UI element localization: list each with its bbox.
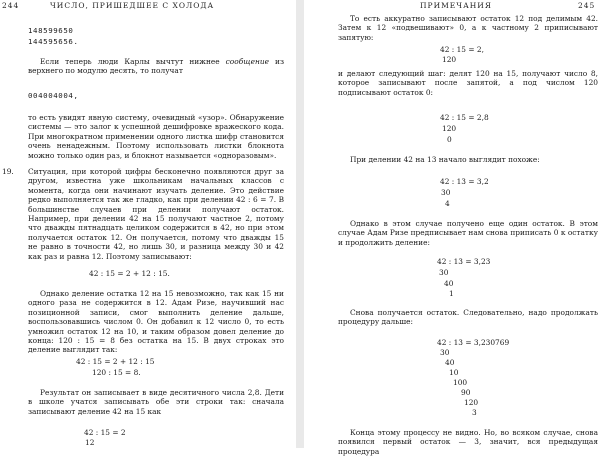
division-line: 42 : 13 = 3,230769 [437, 338, 510, 347]
division-line: 120 [464, 398, 479, 407]
right-page [308, 0, 600, 456]
equation: 42 : 15 = 2 [84, 428, 126, 437]
division-line: 40 [445, 358, 455, 367]
paragraph: Конца этому процессу не видно. Но, во всяком случае, снова появился первый остаток — 3, значит, вся предыдущая процедура [338, 428, 598, 456]
division-line: 4 [445, 199, 450, 208]
division-line: 42 : 15 = 2, [440, 45, 484, 54]
note-number: 19. [2, 167, 14, 176]
division-line: 40 [444, 279, 454, 288]
paragraph: и делают следующий шаг: делят 120 на 15, получают число 8, которое записывают после запятой, а под числом 120 подписывают остаток 0: [338, 69, 598, 97]
paragraph: то есть увидят явную систему, очевидный «узор». Обнаружение системы — это залог к успешной дешифровке вражеского кода. При многократном применении одного листка шифр становится очень ненадежным. Поэтому использовать листки блокнота можно только один раз, и блокнот называется «одноразовым». [28, 113, 284, 160]
paragraph: Если теперь люди Карлы вычтут нижнее сообщение из верхнего по модулю десять, то получат [28, 57, 284, 76]
division-line: 10 [449, 368, 459, 377]
paragraph: Однако деление остатка 12 на 15 невозможно, так как 15 ни одного раза не содержится в 12. Адам Ризе, научивший нас позиционной записи, смог выполнить деление дальше, воспользовавшись числом 0. Он добавил к 12 число 0, то есть умножил остаток 12 на 10, и таким образом довел деление до конца: 120 : 15 = 8 без остатка на 15. В двух строках это деление выглядит так: [28, 289, 284, 355]
right-page-number: 245 [578, 1, 596, 10]
division-line: 0 [447, 135, 452, 144]
division-line: 30 [441, 188, 451, 197]
equation: 42 : 15 = 2 + 12 : 15 [76, 357, 155, 366]
code-result: 004004004, [28, 91, 79, 100]
division-line: 30 [439, 268, 449, 277]
division-line: 3 [472, 408, 477, 417]
paragraph: То есть аккуратно записывают остаток 12 под делимым 42. Затем к 12 «подвешивают» 0, а к частному 2 приписывают запятую: [338, 14, 598, 42]
division-line: 42 : 15 = 2,8 [440, 113, 489, 122]
book-gutter [296, 0, 304, 448]
division-line: 100 [453, 378, 468, 387]
note-text: Ситуация, при которой цифры бесконечно появляются друг за другом, известна уже школьникам начальных классов с момента, когда они начинают изучать деление. Это действие редко выполняется так же гладко, как при делении 42 : 6 = 7. В большинстве случаев при делении получают остаток. Например, при делении 42 на 15 получают частное 2, потому что дважды пятнадцать целиком содержится в 42, но при этом получается остаток 12. Он получается, потому что дважды 15 не равно в точности 42, но лишь 30, и разница между 30 и 42 как раз и равна 12. Поэтому записывают: [28, 167, 284, 261]
division-line: 120 [442, 55, 457, 64]
division-line: 42 : 13 = 3,2 [440, 177, 489, 186]
left-page-number: 244 [2, 1, 20, 10]
division-line: 30 [440, 348, 450, 357]
right-running-head: ПРИМЕЧАНИЯ [420, 1, 492, 10]
paragraph: Результат он записывает в виде десятичного числа 2,8. Дети в школе учатся записывать обе эти строки так: сначала записывают деление 42 на 15 как [28, 388, 284, 416]
paragraph: При делении 42 на 13 начало выглядит похоже: [350, 155, 540, 164]
code-line-1: 148599650 [28, 26, 74, 35]
paragraph: Однако в этом случае получено еще один остаток. В этом случае Адам Ризе предписывает нам снова приписать 0 к остатку и продолжить деление: [338, 219, 598, 247]
equation: 12 [85, 438, 95, 447]
division-line: 90 [461, 388, 471, 397]
division-line: 42 : 13 = 3,23 [437, 257, 491, 266]
left-page [0, 0, 292, 448]
equation: 120 : 15 = 8. [92, 368, 141, 377]
division-line: 120 [442, 124, 457, 133]
left-running-head: ЧИСЛО, ПРИШЕДШЕЕ С ХОЛОДА [50, 1, 215, 10]
code-line-2: 144595656. [28, 37, 79, 46]
paragraph: Снова получается остаток. Следовательно, надо продолжать процедуру дальше: [338, 308, 598, 327]
division-line: 1 [449, 289, 454, 298]
equation: 42 : 15 = 2 + 12 : 15. [89, 269, 170, 278]
